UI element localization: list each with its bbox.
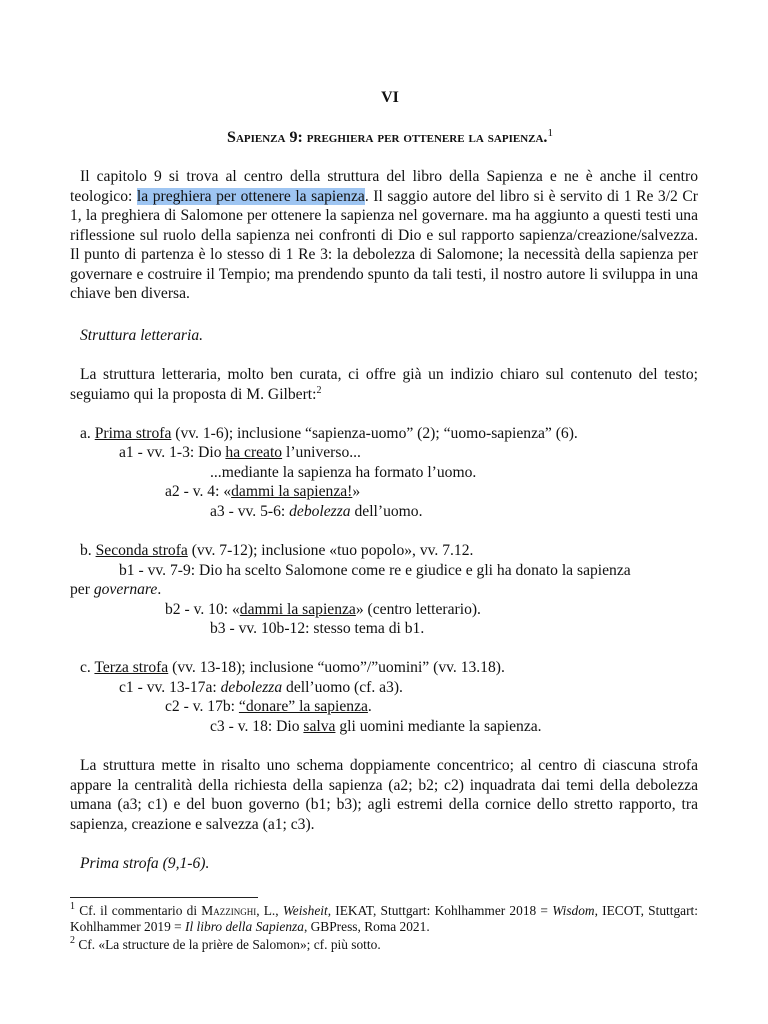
conclusion-paragraph: La struttura mette in risalto uno schema doppiamente concentrico; al centro di ciascuna strofa appare la centralità della richiesta della sapienza (a2; b2; c2) inquadrata dai temi della debolezza umana (a3; c1) e del buon governo (b1; b3); agli estremi della cornice dello stretto rapporto, tra sapienza, creazione e salvezza (a1; c3). [70,757,698,833]
highlighted-text[interactable]: la preghiera per ottenere la sapienza [136,187,365,205]
intro-text-end: . Il saggio autore del libro si è servito di 1 Re 3/2 Cr 1, la preghiera di Salomone per ottenere la sapienza nel governare. ma ha aggiunto a questi testi una riflessione sul ruolo della sapienza nei confronti di Dio e sul rapporto sapienza/creazione/salvezza. Il punto di partenza è lo stesso di 1 Re 3: la debolezza di Salomone; la necessità della sapienza per governare e costruire il Tempio; ma prendendo spunto da tali testi, il nostro autore li sviluppa in una chiave ben diversa. [70,187,698,302]
author-name: Mazzinghi, L. [201,903,276,918]
outline-c: c. Terza strofa (vv. 13-18); inclusione “uomo”/”uomini” (vv. 13.18). [80,659,505,676]
outline-a1-cont: ...mediante la sapienza ha formato l’uomo. [210,464,477,481]
section-heading-structure: Struttura letteraria. [80,327,204,344]
chapter-title [0,124,768,148]
outline-a3: a3 - vv. 5-6: debolezza dell’uomo. [210,503,423,520]
footnote-separator [70,897,258,898]
footnote-ref-2[interactable]: 2 [316,384,322,396]
structure-text: La struttura letteraria, molto ben curata, ci offre già un indizio chiaro sul contenuto del testo; seguiamo qui la proposta di M. Gilbert: [70,366,698,403]
section-heading-prima-strofa: Prima strofa (9,1-6). [80,855,210,872]
outline-b3: b3 - vv. 10b-12: stesso tema di b1. [210,620,425,637]
footnote-1: $^1$ Cf. il commentario di Mazzinghi, L., Weisheit, IEKAT, Stuttgart: Kohlhammer 2018 = Wisdom, IECOT, Stuttgart: Kohlhammer 2019 = Il libro della Sapienza, GBPress, Roma 2021. [70,901,698,934]
intro-text-start: Il capitolo 9 si trova al centro della struttura del libro della Sapienza e ne è anche il centro teologico: [70,168,698,205]
outline-a1: a1 - vv. 1-3: Dio ha creato l’universo... [119,444,361,461]
outline-b1-cont: per governare. [70,581,162,598]
chapter-title-text: Sapienza 9: preghiera per ottenere la sapienza. [227,129,548,146]
chapter-number: VI [381,89,399,106]
outline-c2: c2 - v. 17b: “donare” la sapienza. [165,698,372,715]
outline-b1: b1 - vv. 7-9: Dio ha scelto Salomone come re e giudice e gli ha donato la sapienza [119,562,631,579]
strofa-c-title: Terza strofa [94,659,169,676]
outline-b2: b2 - v. 10: «dammi la sapienza» (centro letterario). [165,601,481,618]
intro-paragraph [70,167,698,304]
strofa-a-title: Prima strofa [94,425,172,442]
structure-paragraph [70,365,698,404]
outline-c1: c1 - vv. 13-17a: debolezza dell’uomo (cf. a3). [119,679,403,696]
footnote-ref-1[interactable]: 1 [547,127,553,139]
footnote-2: $^2$ Cf. «La structure de la prière de Salomon»; cf. più sotto. [70,935,381,952]
outline-c3: c3 - v. 18: Dio salva gli uomini mediante la sapienza. [210,718,542,735]
outline-a2: a2 - v. 4: «dammi la sapienza!» [165,483,361,500]
outline-a: a. Prima strofa (vv. 1-6); inclusione “sapienza-uomo” (2); “uomo-sapienza” (6). [80,425,578,442]
strofa-b-title: Seconda strofa [95,542,188,559]
outline-b: b. Seconda strofa (vv. 7-12); inclusione «tuo popolo», vv. 7.12. [80,542,474,559]
